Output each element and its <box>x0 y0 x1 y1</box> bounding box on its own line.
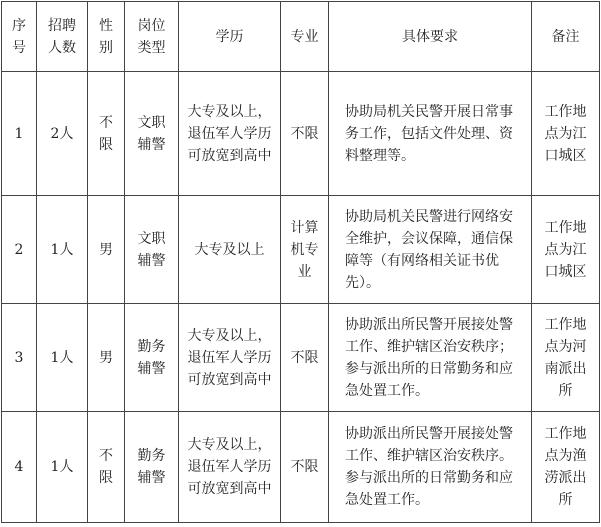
cell-post-type: 勤务辅警 <box>125 304 179 412</box>
cell-education: 大专及以上，退伍军人学历可放宽到高中 <box>179 72 281 196</box>
cell-seq: 1 <box>2 72 37 196</box>
cell-seq: 3 <box>2 304 37 412</box>
cell-count: 1人 <box>37 412 88 523</box>
cell-major: 计算机专业 <box>281 196 329 304</box>
table-header-row <box>2 2 600 72</box>
cell-requirements: 协助局机关民警进行网络安全维护，会议保障，通信保障等（有网络相关证书优先）。 <box>329 196 532 304</box>
cell-requirements: 协助派出所民警开展接处警工作、维护辖区治安秩序；参与派出所的日常勤务和应急处置工作。 <box>329 304 532 412</box>
cell-count: 2人 <box>37 72 88 196</box>
cell-note: 工作地点为江口城区 <box>532 196 600 304</box>
header-requirements: 具体要求 <box>329 2 532 72</box>
header-gender: 性别 <box>88 2 125 72</box>
cell-education: 大专及以上 <box>179 196 281 304</box>
recruitment-table <box>1 1 600 523</box>
header-major: 专业 <box>281 2 329 72</box>
cell-count: 1人 <box>37 196 88 304</box>
cell-requirements: 协助派出所民警开展接处警工作、维护辖区治安秩序。参与派出所的日常勤务和应急处置工作。 <box>329 412 532 523</box>
cell-seq: 4 <box>2 412 37 523</box>
cell-major: 不限 <box>281 304 329 412</box>
cell-education: 大专及以上，退伍军人学历可放宽到高中 <box>179 304 281 412</box>
cell-major: 不限 <box>281 72 329 196</box>
table-row <box>2 72 600 196</box>
cell-note: 工作地点为河南派出所 <box>532 304 600 412</box>
header-post-type: 岗位类型 <box>125 2 179 72</box>
cell-gender: 男 <box>88 304 125 412</box>
header-count: 招聘人数 <box>37 2 88 72</box>
cell-count: 1人 <box>37 304 88 412</box>
cell-post-type: 文职辅警 <box>125 196 179 304</box>
cell-seq: 2 <box>2 196 37 304</box>
table-row <box>2 196 600 304</box>
cell-note: 工作地点为江口城区 <box>532 72 600 196</box>
cell-note: 工作地点为渔涝派出所 <box>532 412 600 523</box>
document-page <box>0 1 601 527</box>
cell-gender: 不限 <box>88 412 125 523</box>
cell-post-type: 文职辅警 <box>125 72 179 196</box>
header-seq: 序号 <box>2 2 37 72</box>
cell-gender: 不限 <box>88 72 125 196</box>
header-education: 学历 <box>179 2 281 72</box>
cell-education: 大专及以上，退伍军人学历可放宽到高中 <box>179 412 281 523</box>
table-row <box>2 304 600 412</box>
cell-major: 不限 <box>281 412 329 523</box>
header-note: 备注 <box>532 2 600 72</box>
cell-gender: 男 <box>88 196 125 304</box>
cell-post-type: 勤务辅警 <box>125 412 179 523</box>
cell-requirements: 协助局机关民警开展日常事务工作，包括文件处理、资料整理等。 <box>329 72 532 196</box>
table-row <box>2 412 600 523</box>
